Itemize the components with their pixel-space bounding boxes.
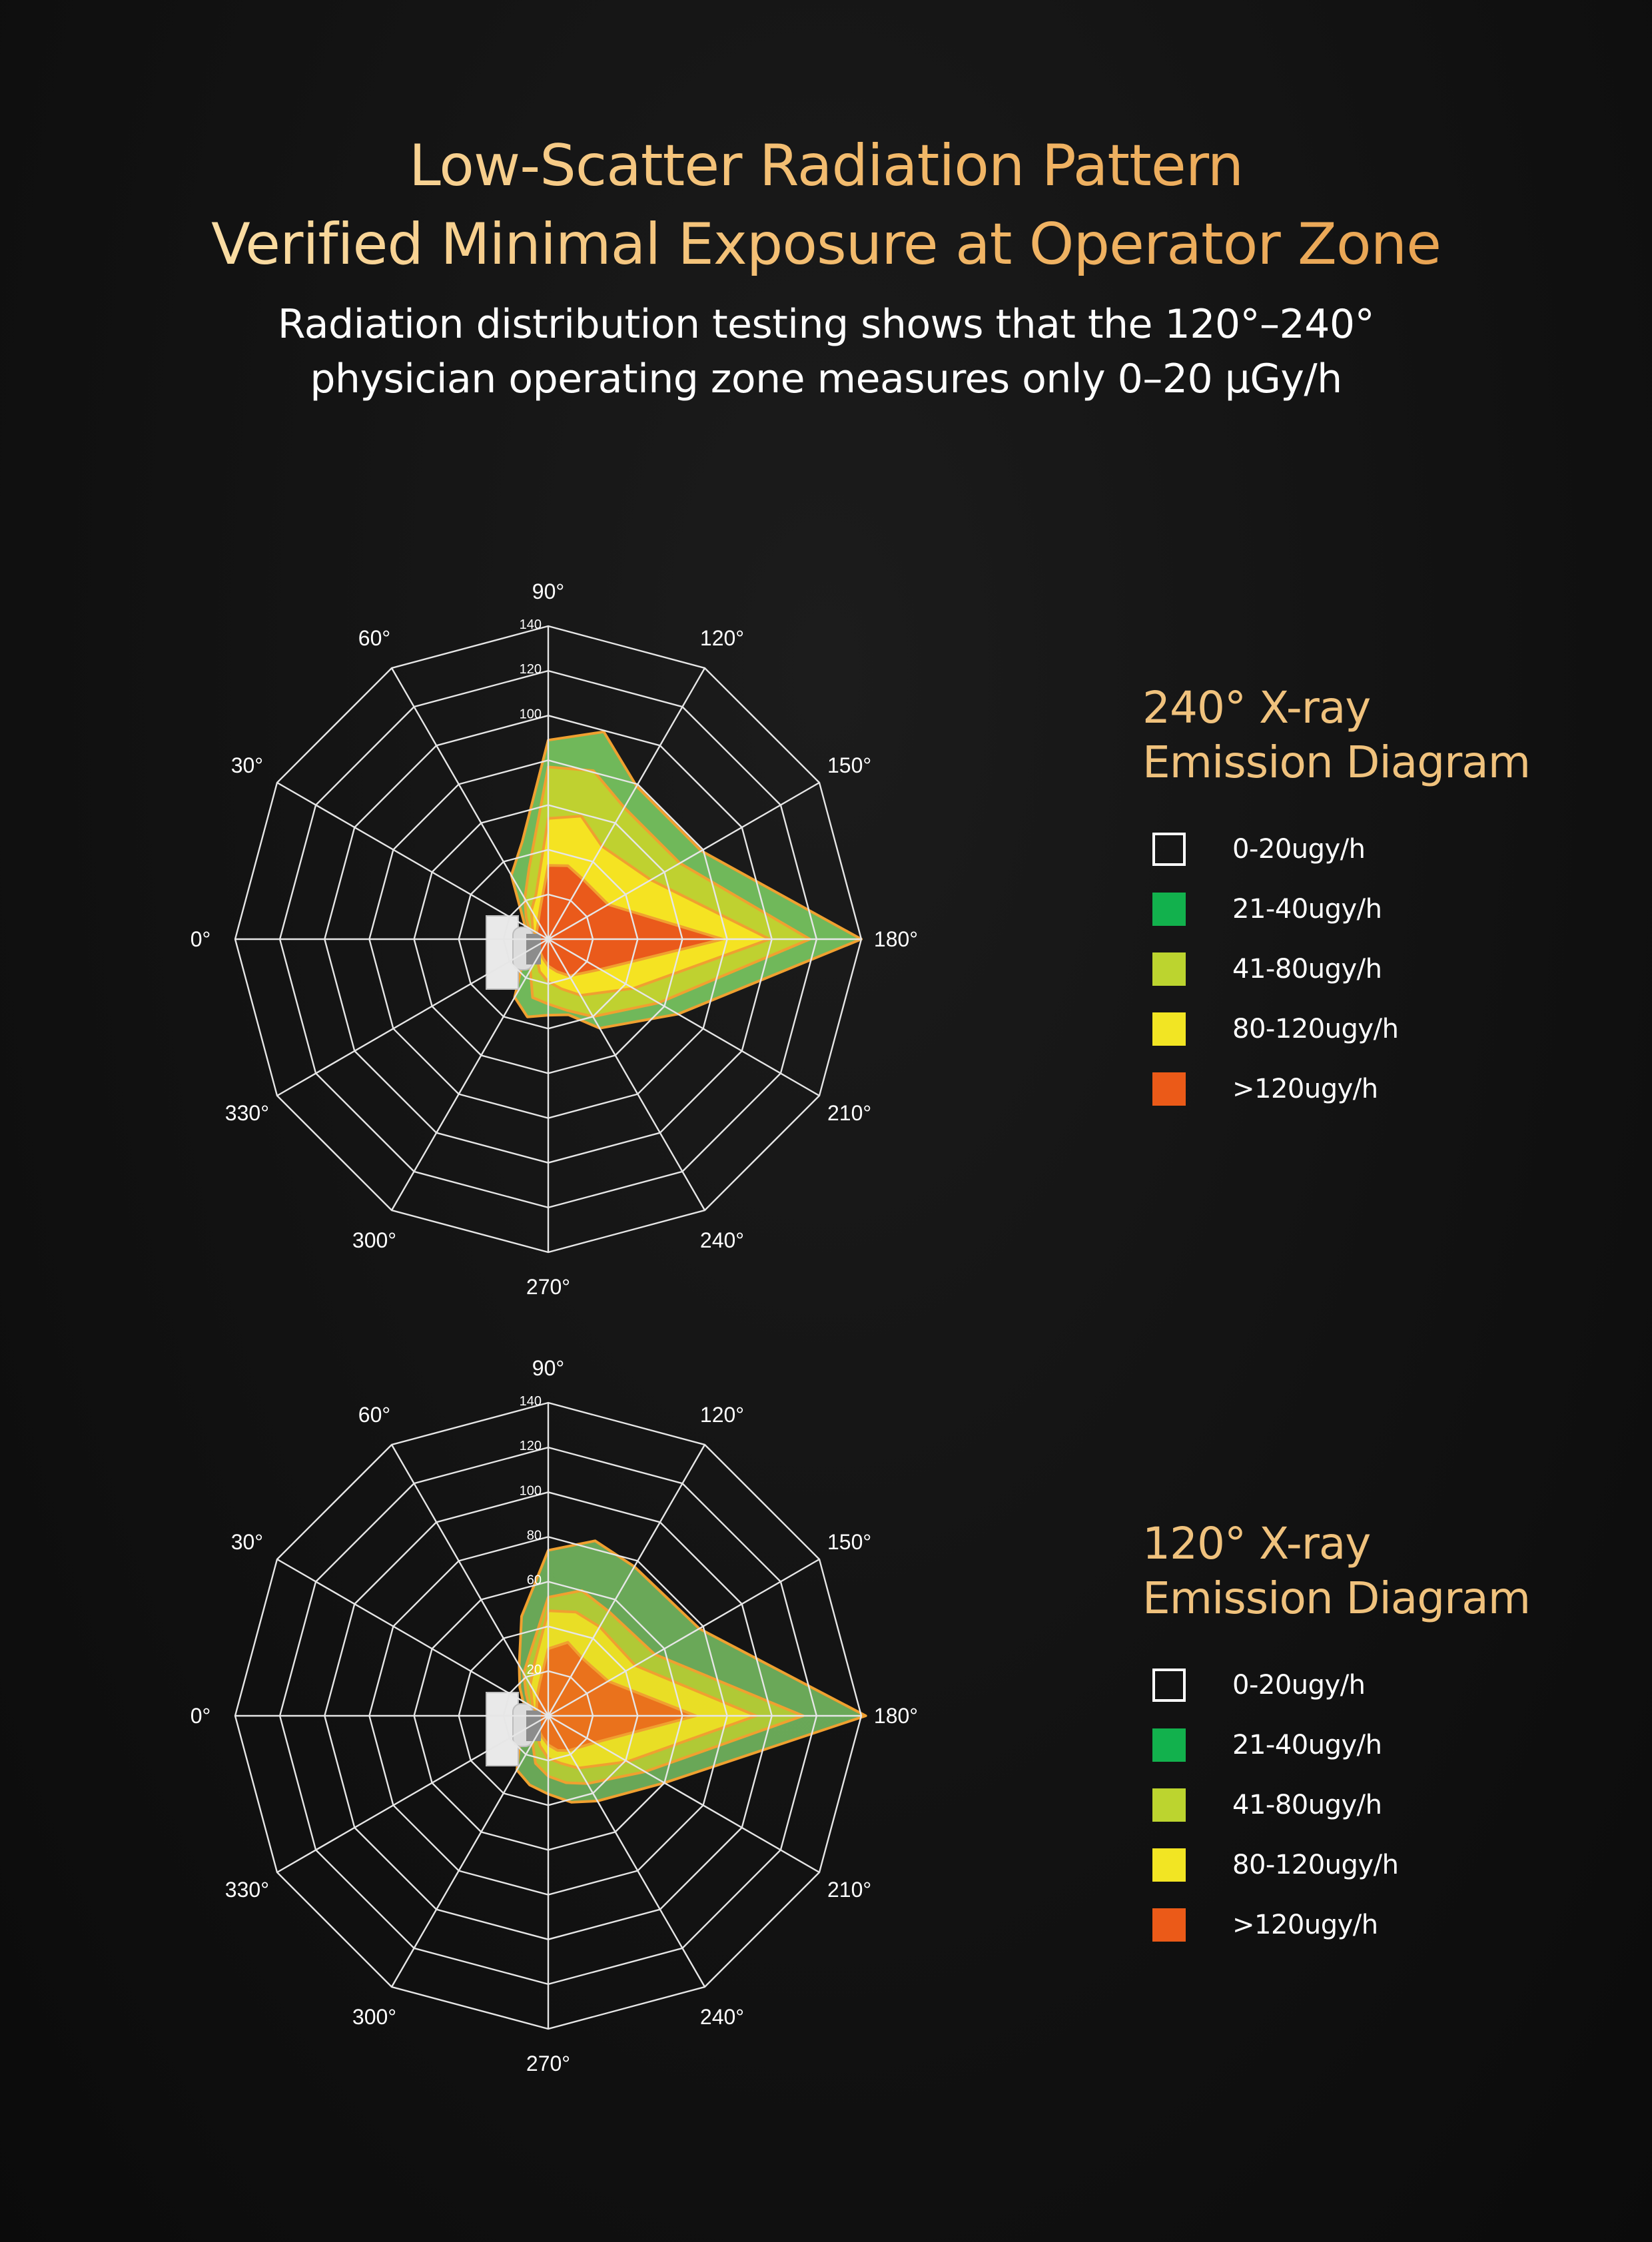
legend-label: 41-80ugy/h [1232, 1790, 1382, 1820]
legend-swatch-0-20 [1152, 833, 1186, 866]
angle-label: 270° [526, 1275, 571, 1299]
polar-grid [235, 626, 861, 1252]
legend-120 [1142, 1517, 1609, 1955]
legend-item [1142, 1835, 1609, 1895]
legend-item [1142, 1895, 1609, 1955]
angle-label: 90° [532, 579, 565, 603]
angle-label: 330° [224, 1101, 269, 1125]
legend-swatch-41-80 [1152, 952, 1186, 986]
legend-label: 0-20ugy/h [1232, 1670, 1366, 1700]
radial-tick-label: 80 [526, 1528, 542, 1543]
subtitle-line-1: Radiation distribution testing shows that the 120°–240° [277, 301, 1375, 348]
polar-chart-120 [0, 1343, 1106, 2089]
legend-label: 21-40ugy/h [1232, 1730, 1382, 1760]
legend-label: 21-40ugy/h [1232, 894, 1382, 925]
legend-label: >120ugy/h [1232, 1910, 1378, 1940]
angle-label: 210° [827, 1878, 872, 1902]
angle-label: 300° [352, 2005, 397, 2030]
angle-label: 60° [358, 625, 391, 650]
legend-swatch-21-40 [1152, 1728, 1186, 1762]
legend-label: 0-20ugy/h [1232, 834, 1366, 865]
emission-zones [517, 1541, 866, 1802]
legend-title-line-1: 120° X-ray [1142, 1518, 1371, 1569]
angle-label: 180° [873, 927, 919, 951]
angle-label: 60° [358, 1402, 391, 1427]
angle-label: 180° [873, 1704, 919, 1728]
angle-label: 30° [230, 753, 264, 777]
legend-item [1142, 1059, 1609, 1119]
angle-label: 0° [190, 1704, 211, 1728]
legend-item [1142, 1775, 1609, 1835]
angle-label: 330° [224, 1878, 269, 1902]
legend-swatch-80-120 [1152, 1012, 1186, 1046]
radial-tick-label: 100 [519, 1483, 542, 1499]
angle-label: 240° [699, 1228, 745, 1253]
legend-240 [1142, 681, 1609, 1119]
polar-grid [235, 1403, 861, 2029]
angle-label: 300° [352, 1228, 397, 1253]
legend-swatch-21-40 [1152, 893, 1186, 926]
legend-title-line-1: 240° X-ray [1142, 682, 1371, 733]
emission-zones [512, 732, 861, 1028]
radial-tick-label: 60 [526, 1573, 542, 1588]
legend-swatch-over-120 [1152, 1072, 1186, 1106]
radial-tick-label: 120 [519, 662, 542, 677]
angle-label: 90° [532, 1356, 565, 1380]
legend-swatch-80-120 [1152, 1848, 1186, 1882]
angle-label: 240° [699, 2005, 745, 2030]
legend-swatch-41-80 [1152, 1788, 1186, 1822]
legend-swatch-0-20 [1152, 1669, 1186, 1702]
legend-list [1142, 819, 1609, 1119]
legend-swatch-over-120 [1152, 1908, 1186, 1942]
legend-item [1142, 819, 1609, 879]
radial-tick-label: 140 [519, 617, 542, 632]
angle-label: 120° [699, 1402, 745, 1427]
angle-label: 210° [827, 1101, 872, 1125]
legend-label: 80-120ugy/h [1232, 1014, 1399, 1044]
legend-title-line-2: Emission Diagram [1142, 1573, 1530, 1624]
legend-title-line-2: Emission Diagram [1142, 737, 1530, 788]
legend-label: >120ugy/h [1232, 1074, 1378, 1104]
legend-item [1142, 1655, 1609, 1715]
header [0, 127, 1652, 406]
legend-item [1142, 939, 1609, 999]
angle-label: 0° [190, 927, 211, 951]
legend-item [1142, 999, 1609, 1059]
legend-item [1142, 1715, 1609, 1775]
page-subtitle [0, 297, 1652, 406]
legend-label: 41-80ugy/h [1232, 954, 1382, 984]
angle-label: 150° [827, 1530, 872, 1554]
page-title-line-2: Verified Minimal Exposure at Operator Zone [0, 205, 1652, 284]
legend-list [1142, 1655, 1609, 1955]
legend-label: 80-120ugy/h [1232, 1850, 1399, 1880]
subtitle-line-2: physician operating zone measures only 0–20 μGy/h [310, 356, 1342, 402]
angle-label: 120° [699, 625, 745, 650]
angle-label: 30° [230, 1530, 264, 1554]
radial-tick-label: 100 [519, 707, 542, 722]
radial-tick-label: 140 [519, 1394, 542, 1409]
polar-chart-240 [0, 566, 1106, 1312]
radial-tick-label: 120 [519, 1439, 542, 1454]
radial-tick-label: 20 [526, 1662, 542, 1677]
angle-label: 150° [827, 753, 872, 777]
legend-item [1142, 879, 1609, 939]
angle-label: 270° [526, 2052, 571, 2075]
page-title-line-1: Low-Scatter Radiation Pattern [0, 127, 1652, 205]
